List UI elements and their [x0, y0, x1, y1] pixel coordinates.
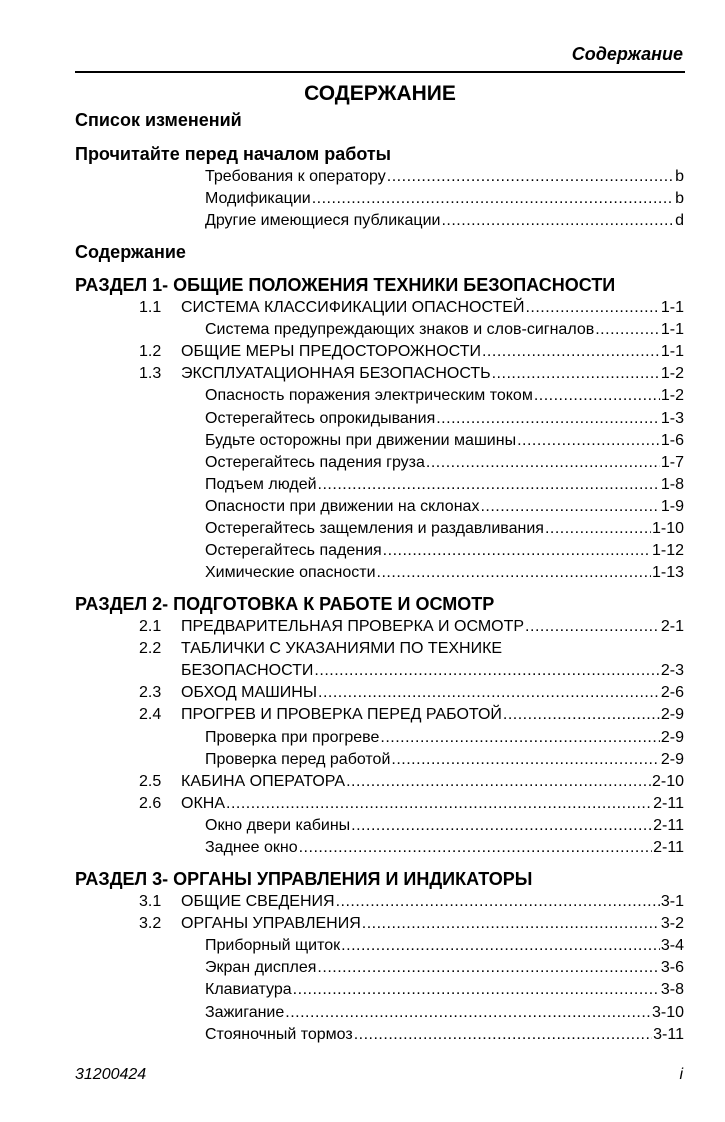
toc-entry-title: Остерегайтесь опрокидывания	[205, 409, 436, 427]
toc-entry-title: Остерегайтесь защемления и раздавливания	[205, 520, 544, 537]
toc-entry-page: 1-2	[660, 387, 684, 405]
toc-entry-page: b	[675, 168, 684, 185]
toc-heading-changes[interactable]: Список изменений	[75, 110, 242, 130]
running-header: Содержание	[571, 44, 683, 64]
toc-entry-page: 1-9	[660, 497, 684, 515]
toc-entry-title: Заднее окно	[205, 839, 298, 856]
toc-entry[interactable]	[139, 683, 684, 703]
dot-leader	[314, 661, 659, 681]
toc-entry[interactable]	[205, 189, 684, 209]
toc-entry[interactable]	[205, 980, 684, 1000]
toc-entry[interactable]	[139, 342, 684, 362]
toc-entry-number: 2.4	[139, 706, 162, 724]
toc-section-s3[interactable]: РАЗДЕЛ 3- ОРГАНЫ УПРАВЛЕНИЯ И ИНДИКАТОРЫ	[75, 869, 533, 889]
toc-entry-page: 3-10	[651, 1003, 684, 1021]
dot-leader	[525, 298, 659, 318]
toc-entry[interactable]	[139, 914, 684, 934]
toc-entry[interactable]	[205, 409, 684, 429]
toc-entry[interactable]	[205, 541, 684, 561]
toc-entry-page: 2-9	[660, 706, 684, 724]
dot-leader	[293, 980, 660, 1000]
toc-entry[interactable]	[205, 1025, 684, 1045]
toc-entry-title: Будьте осторожны при движении машины	[205, 431, 517, 449]
toc-entry[interactable]	[139, 639, 684, 659]
toc-heading-contents[interactable]: Содержание	[75, 242, 186, 262]
toc-entry-title: ОКНА	[181, 794, 225, 812]
document-number: 31200424	[75, 1066, 147, 1083]
toc-entry-title: ОБЩИЕ СВЕДЕНИЯ	[181, 893, 335, 910]
toc-entry-page: d	[675, 212, 684, 230]
dot-leader	[351, 816, 652, 836]
toc-entry-title: Система предупреждающих знаков и слов-сигналов	[205, 321, 595, 339]
toc-entry-page: 2-10	[651, 772, 684, 790]
toc-entry-page: 3-6	[660, 959, 684, 977]
toc-entry-page: 1-7	[660, 453, 684, 471]
dot-leader	[285, 1003, 651, 1023]
toc-entry-page: 1-12	[651, 542, 684, 560]
toc-entry[interactable]	[205, 936, 684, 956]
toc-entry-title: Проверка при прогреве	[205, 728, 380, 746]
toc-entry-number: 2.3	[139, 684, 162, 702]
dot-leader	[492, 364, 660, 384]
toc-entry[interactable]	[205, 475, 684, 495]
toc-entry-title: Подъем людей	[205, 475, 317, 493]
toc-entry-page: 1-3	[660, 409, 684, 427]
toc-entry-page: 1-8	[660, 475, 684, 493]
toc-entry-page: 2-6	[660, 684, 684, 702]
toc-entry[interactable]	[139, 617, 684, 637]
toc-entry-title: Опасность поражения электрическим током	[205, 387, 533, 405]
toc-entry-title: Химические опасности	[205, 564, 376, 582]
dot-leader	[441, 211, 674, 231]
dot-leader	[387, 167, 674, 187]
dot-leader	[318, 475, 660, 495]
toc-entry-page: 1-1	[660, 299, 684, 316]
page-number: i	[679, 1066, 683, 1083]
toc-entry[interactable]	[205, 563, 684, 583]
toc-entry-page: 3-4	[660, 937, 684, 955]
toc-entry[interactable]	[205, 431, 684, 451]
toc-entry-number: 3.2	[139, 915, 162, 933]
toc-entry-title: Опасности при движении на склонах	[205, 497, 480, 515]
toc-entry-page: 2-11	[653, 816, 684, 834]
dot-leader	[503, 705, 660, 725]
toc-entry[interactable]	[205, 958, 684, 978]
toc-entry-number: 1.3	[139, 365, 162, 383]
dot-leader	[534, 386, 660, 406]
toc-section-s2[interactable]: РАЗДЕЛ 2- ПОДГОТОВКА К РАБОТЕ И ОСМОТР	[75, 594, 495, 614]
dot-leader	[391, 750, 659, 770]
toc-entry-title: ПРОГРЕВ И ПРОВЕРКА ПЕРЕД РАБОТОЙ	[181, 706, 502, 724]
toc-entry-title: Остерегайтесь падения	[205, 542, 382, 560]
toc-entry-title: Другие имеющиеся публикации	[205, 212, 441, 230]
dot-leader	[436, 409, 660, 429]
toc-entry-page: 1-10	[651, 520, 684, 537]
toc-entry-page: 1-6	[660, 431, 684, 449]
toc-entry[interactable]	[205, 453, 684, 473]
toc-entry[interactable]	[205, 167, 684, 187]
dot-leader	[480, 497, 659, 517]
toc-entry-page: b	[675, 190, 684, 208]
toc-entry[interactable]	[205, 750, 684, 770]
toc-entry-title: Модификации	[205, 190, 311, 208]
toc-entry-title: Стояночный тормоз	[205, 1025, 353, 1043]
toc-heading-read-first[interactable]: Прочитайте перед началом работы	[75, 144, 392, 164]
toc-entry-title: Клавиатура	[205, 981, 292, 999]
toc-entry-title: БЕЗОПАСНОСТИ	[181, 662, 314, 680]
dot-leader	[383, 541, 651, 561]
toc-entry[interactable]	[205, 838, 684, 858]
toc-entry[interactable]	[205, 497, 684, 517]
toc-entry-page: 1-13	[651, 564, 684, 582]
toc-entry-number: 2.5	[139, 772, 162, 790]
toc-entry-number: 2.1	[139, 618, 162, 635]
toc-entry[interactable]	[139, 892, 684, 912]
dot-leader	[517, 431, 660, 451]
toc-entry-title: Окно двери кабины	[205, 816, 351, 834]
toc-entry-title: ТАБЛИЧКИ С УКАЗАНИЯМИ ПО ТЕХНИКЕ	[181, 640, 503, 658]
toc-entry-page: 1-1	[660, 321, 684, 339]
toc-entry[interactable]	[205, 386, 684, 406]
toc-entry-page: 2-1	[660, 618, 684, 635]
dot-leader	[299, 838, 653, 858]
toc-entry-page: 2-9	[660, 728, 684, 746]
toc-entry-number: 2.2	[139, 640, 162, 658]
dot-leader	[362, 914, 660, 934]
toc-entry-page: 3-8	[660, 981, 684, 999]
toc-entry-page: 2-11	[653, 839, 684, 856]
dot-leader	[226, 794, 652, 814]
toc-entry-title: Приборный щиток	[205, 937, 341, 955]
toc-entry[interactable]	[181, 661, 684, 681]
toc-entry[interactable]	[205, 1003, 684, 1023]
toc-entry[interactable]	[139, 705, 684, 725]
toc-entry-number: 1.2	[139, 343, 162, 361]
toc-section-s1[interactable]: РАЗДЕЛ 1- ОБЩИЕ ПОЛОЖЕНИЯ ТЕХНИКИ БЕЗОПАСНОСТИ	[75, 275, 616, 295]
toc-entry-page: 2-9	[660, 750, 684, 768]
dot-leader	[317, 958, 659, 978]
toc-entry[interactable]	[205, 211, 684, 231]
toc-entry-page: 1-2	[660, 365, 684, 383]
toc-entry-title: Проверка перед работой	[205, 750, 391, 768]
toc-entry[interactable]	[139, 298, 684, 318]
dot-leader	[336, 892, 660, 912]
toc-entry-page: 3-2	[660, 915, 684, 933]
dot-leader	[318, 683, 660, 703]
toc-entry-title: Экран дисплея	[205, 959, 317, 977]
toc-entry-page: 1-1	[660, 343, 684, 361]
toc-entry[interactable]	[205, 519, 684, 539]
toc-entry-title: ОБЩИЕ МЕРЫ ПРЕДОСТОРОЖНОСТИ	[181, 343, 481, 361]
toc-entry-page: 2-11	[653, 794, 684, 812]
toc-entry-title: Остерегайтесь падения груза	[205, 453, 425, 471]
toc-entry-number: 3.1	[139, 893, 162, 910]
dot-leader	[312, 189, 674, 209]
toc-entry-title: ОРГАНЫ УПРАВЛЕНИЯ	[181, 915, 361, 933]
toc-entry-title: ОБХОД МАШИНЫ	[181, 684, 317, 702]
dot-leader	[525, 617, 660, 637]
toc-entry-number: 1.1	[139, 299, 162, 316]
toc-entry-page: 2-3	[660, 662, 684, 680]
dot-leader	[595, 320, 660, 340]
toc-entry-page: 3-1	[660, 893, 684, 910]
toc-entry[interactable]	[139, 364, 684, 384]
toc-entry-title: Зажигание	[205, 1003, 285, 1021]
toc-entry-number: 2.6	[139, 794, 162, 812]
toc-entry-title: ПРЕДВАРИТЕЛЬНАЯ ПРОВЕРКА И ОСМОТР	[181, 618, 525, 635]
dot-leader	[545, 519, 651, 539]
toc-entry-title: Требования к оператору	[205, 168, 386, 185]
toc-entry[interactable]	[205, 816, 684, 836]
toc-entry-title: ЭКСПЛУАТАЦИОННАЯ БЕЗОПАСНОСТЬ	[181, 365, 491, 383]
toc-entry-title: КАБИНА ОПЕРАТОРА	[181, 772, 346, 790]
toc-entry[interactable]	[205, 320, 684, 340]
toc-entry-title: СИСТЕМА КЛАССИФИКАЦИИ ОПАСНОСТЕЙ	[181, 299, 525, 316]
dot-leader	[482, 342, 660, 362]
dot-leader	[341, 936, 660, 956]
toc-entry-page: 3-11	[653, 1025, 684, 1043]
toc-entry[interactable]	[205, 728, 684, 748]
dot-leader	[377, 563, 651, 583]
toc-entry[interactable]	[139, 794, 684, 814]
dot-leader	[380, 728, 660, 748]
dot-leader	[426, 453, 660, 473]
dot-leader	[354, 1025, 652, 1045]
dot-leader	[346, 772, 651, 792]
page-title: СОДЕРЖАНИЕ	[304, 82, 456, 105]
toc-entry[interactable]	[139, 772, 684, 792]
